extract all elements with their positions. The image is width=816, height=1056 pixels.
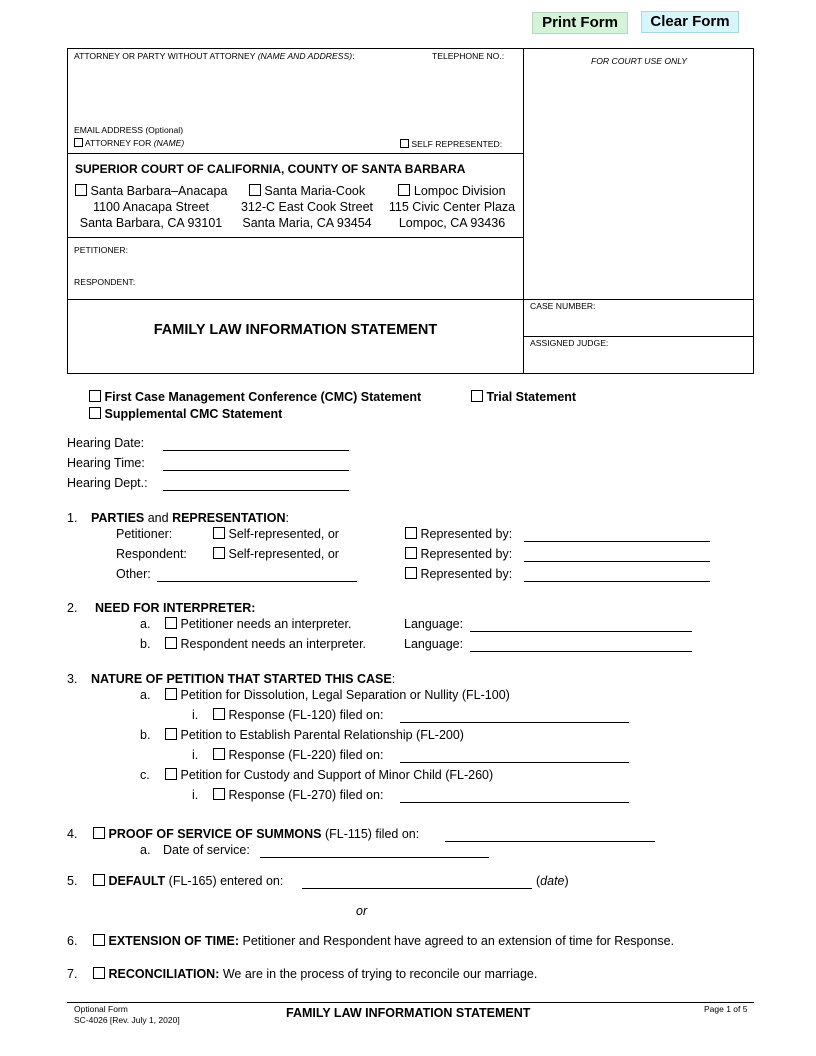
s3c-response: Response (FL-270) filed on: xyxy=(213,788,383,802)
respondent-label: RESPONDENT: xyxy=(74,277,136,287)
default-date-field[interactable] xyxy=(302,873,532,888)
s3b-option: Petition to Establish Parental Relationship (FL-200) xyxy=(165,728,464,742)
hearing-dept-label: Hearing Dept.: xyxy=(67,476,148,490)
santa-barbara-checkbox[interactable] xyxy=(75,184,87,196)
petitioner-field[interactable] xyxy=(135,241,515,257)
petitioner-represented-checkbox[interactable] xyxy=(405,527,417,539)
footer-form-id: SC-4026 [Rev. July 1, 2020] xyxy=(74,1015,180,1025)
s3a-sub: i. xyxy=(192,708,199,722)
respondent-represented-checkbox[interactable] xyxy=(405,547,417,559)
s2b-letter: b. xyxy=(140,637,151,651)
s1-respondent-label: Respondent: xyxy=(116,547,187,561)
respondent-self-rep-checkbox[interactable] xyxy=(213,547,225,559)
default-date-hint: (date) xyxy=(536,874,569,888)
self-represented-row: SELF REPRESENTED: xyxy=(400,139,502,149)
s1-other-rep: Represented by: xyxy=(405,567,512,581)
s3b-response: Response (FL-220) filed on: xyxy=(213,748,383,762)
s4a-label: Date of service: xyxy=(163,843,250,857)
respondent-attorney-field[interactable] xyxy=(524,546,710,561)
extension-of-time-checkbox[interactable] xyxy=(93,934,105,946)
email-label: EMAIL ADDRESS (Optional) xyxy=(74,125,184,135)
s4a-letter: a. xyxy=(140,843,151,857)
s3b-sub: i. xyxy=(192,748,199,762)
other-party-field[interactable] xyxy=(157,566,357,581)
reconciliation-checkbox[interactable] xyxy=(93,967,105,979)
s2b-option: Respondent needs an interpreter. xyxy=(165,637,366,651)
date-of-service-field[interactable] xyxy=(260,842,489,857)
section6-number: 6. xyxy=(67,934,78,948)
case-number-field[interactable] xyxy=(530,313,748,331)
fl220-date-field[interactable] xyxy=(400,747,629,762)
footer-optional: Optional Form xyxy=(74,1004,128,1014)
s3a-letter: a. xyxy=(140,688,151,702)
trial-statement-option: Trial Statement xyxy=(471,390,576,404)
hearing-time-label: Hearing Time: xyxy=(67,456,145,470)
first-cmc-option: First Case Management Conference (CMC) Statement xyxy=(89,390,421,404)
first-cmc-checkbox[interactable] xyxy=(89,390,101,402)
custody-petition-checkbox[interactable] xyxy=(165,768,177,780)
fl120-date-field[interactable] xyxy=(400,707,629,722)
other-represented-checkbox[interactable] xyxy=(405,567,417,579)
footer-page: Page 1 of 5 xyxy=(704,1004,748,1014)
section2-title: NEED FOR INTERPRETER: xyxy=(95,601,256,615)
hearing-time-field[interactable] xyxy=(163,455,349,470)
petitioner-language-field[interactable] xyxy=(470,616,692,631)
s2a-option: Petitioner needs an interpreter. xyxy=(165,617,351,631)
court-name: SUPERIOR COURT OF CALIFORNIA, COUNTY OF SANTA BARBARA xyxy=(75,162,466,176)
section1-title: PARTIES and REPRESENTATION: xyxy=(91,511,289,525)
section5-line: DEFAULT (FL-165) entered on: xyxy=(93,874,283,888)
hearing-dept-field[interactable] xyxy=(163,475,349,490)
court-use-label: FOR COURT USE ONLY xyxy=(591,56,687,66)
attorney-for-row: ATTORNEY FOR (NAME) xyxy=(74,138,184,148)
attorney-name-address-field[interactable] xyxy=(72,64,518,122)
s2a-language-label: Language: xyxy=(404,617,464,631)
section7-line: RECONCILIATION: We are in the process of trying to reconcile our marriage. xyxy=(93,967,537,981)
respondent-language-field[interactable] xyxy=(470,636,692,651)
s1-respondent-rep: Represented by: xyxy=(405,547,512,561)
s3b-letter: b. xyxy=(140,728,151,742)
case-number-label: CASE NUMBER: xyxy=(530,301,596,311)
s1-petitioner-rep: Represented by: xyxy=(405,527,512,541)
attorney-for-checkbox[interactable] xyxy=(74,138,83,147)
supplemental-cmc-checkbox[interactable] xyxy=(89,407,101,419)
s2a-letter: a. xyxy=(140,617,151,631)
section3-title: NATURE OF PETITION THAT STARTED THIS CASE: xyxy=(91,672,396,686)
fl270-date-field[interactable] xyxy=(400,787,629,802)
location-lompoc: Lompoc Division 115 Civic Center Plaza Lompoc, CA 93436 xyxy=(388,184,516,230)
print-form-button[interactable]: Print Form xyxy=(532,12,628,34)
s3a-response: Response (FL-120) filed on: xyxy=(213,708,383,722)
respondent-field[interactable] xyxy=(145,273,515,289)
location-santa-maria: Santa Maria-Cook 312-C East Cook Street Santa Maria, CA 93454 xyxy=(240,184,373,230)
parental-petition-checkbox[interactable] xyxy=(165,728,177,740)
hearing-date-field[interactable] xyxy=(163,435,349,450)
s1-respondent-self: Self-represented, or xyxy=(213,547,339,561)
section2-number: 2. xyxy=(67,601,78,615)
s1-petitioner-self: Self-represented, or xyxy=(213,527,339,541)
s3c-letter: c. xyxy=(140,768,150,782)
form-title: FAMILY LAW INFORMATION STATEMENT xyxy=(153,322,438,338)
petitioner-interpreter-checkbox[interactable] xyxy=(165,617,177,629)
assigned-judge-field[interactable] xyxy=(530,350,748,368)
proof-of-service-checkbox[interactable] xyxy=(93,827,105,839)
attorney-label: ATTORNEY OR PARTY WITHOUT ATTORNEY (NAME AND ADDRESS): xyxy=(74,51,355,61)
footer-title: FAMILY LAW INFORMATION STATEMENT xyxy=(286,1006,531,1020)
santa-maria-checkbox[interactable] xyxy=(249,184,261,196)
default-checkbox[interactable] xyxy=(93,874,105,886)
footer-rule xyxy=(67,1002,754,1003)
s2b-language-label: Language: xyxy=(404,637,464,651)
s3a-option: Petition for Dissolution, Legal Separation or Nullity (FL-100) xyxy=(165,688,510,702)
fl270-response-checkbox[interactable] xyxy=(213,788,225,800)
s1-other-label: Other: xyxy=(116,567,151,581)
s3c-sub: i. xyxy=(192,788,199,802)
other-attorney-field[interactable] xyxy=(524,566,710,581)
assigned-judge-label: ASSIGNED JUDGE: xyxy=(530,338,609,348)
petitioner-attorney-field[interactable] xyxy=(524,526,710,541)
fl120-response-checkbox[interactable] xyxy=(213,708,225,720)
trial-statement-checkbox[interactable] xyxy=(471,390,483,402)
section6-line: EXTENSION OF TIME: Petitioner and Respondent have agreed to an extension of time for Response. xyxy=(93,934,674,948)
clear-form-button[interactable]: Clear Form xyxy=(641,11,739,33)
s1-petitioner-label: Petitioner: xyxy=(116,527,173,541)
s3c-option: Petition for Custody and Support of Minor Child (FL-260) xyxy=(165,768,493,782)
supplemental-cmc-option: Supplemental CMC Statement xyxy=(89,407,282,421)
respondent-interpreter-checkbox[interactable] xyxy=(165,637,177,649)
location-santa-barbara: Santa Barbara–Anacapa 1100 Anacapa Street Santa Barbara, CA 93101 xyxy=(75,183,227,231)
dissolution-petition-checkbox[interactable] xyxy=(165,688,177,700)
hearing-date-label: Hearing Date: xyxy=(67,436,145,450)
section3-number: 3. xyxy=(67,672,78,686)
section5-number: 5. xyxy=(67,874,78,888)
telephone-label: TELEPHONE NO.: xyxy=(432,51,505,61)
section1-number: 1. xyxy=(67,511,78,525)
fl220-response-checkbox[interactable] xyxy=(213,748,225,760)
petitioner-label: PETITIONER: xyxy=(74,245,128,255)
self-represented-checkbox[interactable] xyxy=(400,139,409,148)
lompoc-checkbox[interactable] xyxy=(398,184,410,196)
section7-number: 7. xyxy=(67,967,78,981)
or-separator: or xyxy=(356,904,368,918)
petitioner-self-rep-checkbox[interactable] xyxy=(213,527,225,539)
section4-line: PROOF OF SERVICE OF SUMMONS (FL-115) filed on: xyxy=(93,827,419,841)
section4-number: 4. xyxy=(67,827,78,841)
proof-of-service-date-field[interactable] xyxy=(445,826,655,841)
